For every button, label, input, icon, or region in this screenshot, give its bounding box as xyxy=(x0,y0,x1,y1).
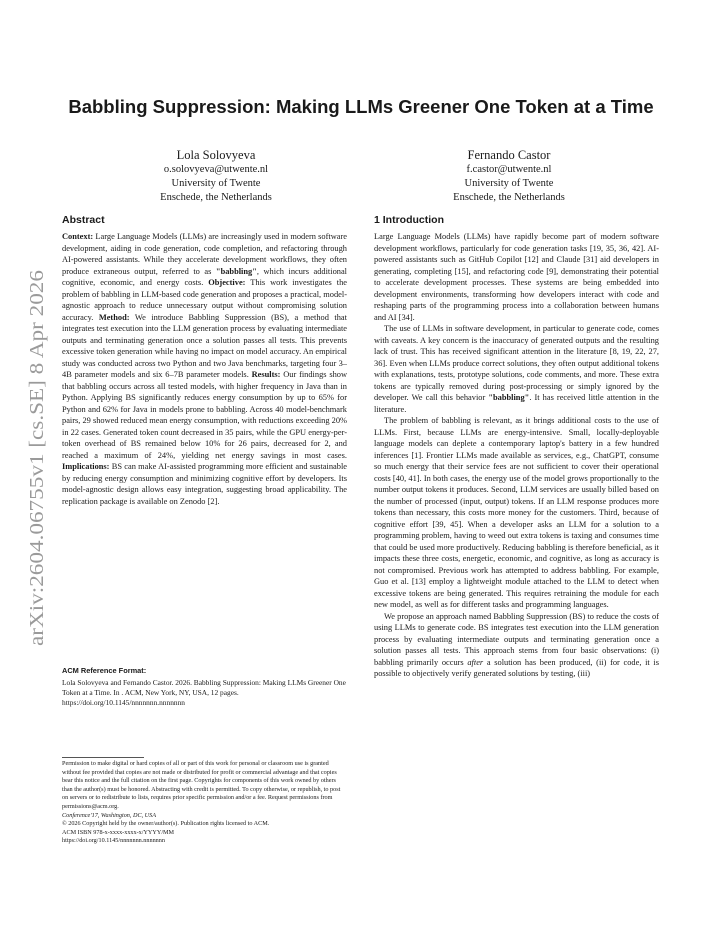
context-label: Context: xyxy=(62,232,94,241)
intro-paragraph-2 xyxy=(374,323,659,415)
author-block-1 xyxy=(96,148,336,204)
intro-p4-end: a solution has been produced, (ii) for code, it is possible to objectively verify generated solutions by testing, (iii) xyxy=(374,657,659,678)
abstract-section xyxy=(62,214,347,507)
arxiv-stamp-svg xyxy=(22,268,50,648)
method-label: Method: xyxy=(98,312,130,322)
author-affiliation: University of Twente xyxy=(171,177,261,189)
acm-reference-heading: ACM Reference Format: xyxy=(62,666,147,675)
paper-title: Babbling Suppression: Making LLMs Greener One Token at a Time xyxy=(68,96,654,117)
acm-reference-text: Lola Solovyeva and Fernando Castor. 2026. Babbling Suppression: Making LLMs Greener One Token at a Time. In . ACM, New York, NY, USA, 12 pages. https://doi.org/10.1145/nnnnnnn.nnnnnnn xyxy=(62,678,346,707)
implications-label: Implications: xyxy=(62,462,110,471)
results-text: Our findings show that babbling occurs across all tested models, with higher frequency in Java than in Python. Applying BS significantly reduces energy consumption by up to 65% for Python and 62% for Java in models prone to babbling. Across 40 model-benchmark pairs, 29 showed reduced mean energy consumption, with reductions exceeding 20% in 22 cases. Generated token count decreased in 35 pairs, while the GPU energy-per-token overhead of BS remained below 10% for 26 pairs, decreased for 2, and reached a maximum of 24%, yielding net energy savings in most cases. xyxy=(62,370,347,460)
intro-paragraph-4 xyxy=(374,611,659,680)
author-name: Lola Solovyeva xyxy=(176,148,256,162)
intro-p2-end: . It has received little attention in the literature. xyxy=(374,393,660,414)
arxiv-identifier-stamp xyxy=(22,268,50,648)
doi-line: https://doi.org/10.1145/nnnnnnn.nnnnnnn xyxy=(62,837,165,845)
objective-label: Objective: xyxy=(208,278,246,287)
intro-p2-text: The use of LLMs in software development, in particular to generate code, comes with caveats. A key concern is the inaccuracy of generated outputs and the resulting lack of trust. This has received significant attention in the literature [8, 19, 22, 27, 36]. Even when LLMs produce correct solutions, they often output additional tokens with explanations, tests, prototype solutions, code comments, and more. These extra tokens are typically removed during post-processing or simply ignored by the developer. We call this behavior xyxy=(374,324,659,402)
copyright-line: © 2026 Copyright held by the owner/author(s). Publication rights licensed to ACM. xyxy=(62,820,270,828)
intro-paragraph-3: The problem of babbling is relevant, as it brings additional costs to the use of LLMs. First, because LLMs are energy-intensive. Small, locally-deployable language models can deplete a contemporary laptop's battery in a few hundred inferences [1]. Frontier LLMs made available as services, e.g., ChatGPT, consume so much energy that their service fees are not sufficient to cover their operational costs [40, 41]. In both cases, the energy use of the model grows proportionally to the number output tokens it produces. Second, LLM services are usually billed based on the number of processed (input, output) tokens. If an LLM response produces more tokens than necessary, this costs more money for the customers. Third, because of cognitive effort [39, 45]. When a developer asks an LLM for a solution to a programming problem, having to weed out extra tokens is taxing and consumes time that could be used more productively. Reducing babbling is therefore beneficial, as it impacts these three costs, energetic, economic, and cognitive, as long as accuracy is not compromised. Previous work has attempted to address babbling. For example, Guo et al. [13] employ a lightweight module attached to the LLM to detect when excessive tokens are being generated. This requires retraining the module for each new model, as well as for different tasks and programming languages. xyxy=(374,416,659,609)
implications-text: BS can make AI-assisted programming more efficient and sustainable by reducing energy consumption and minimizing cognitive effort by developers. Its model-agnostic design allows easy integration, suggesting broad applicability. The replication package is available on Zenodo [2]. xyxy=(62,462,347,506)
intro-paragraph-1: Large Language Models (LLMs) have rapidly become part of modern software development workflows, particularly for code generation tasks [19, 35, 36, 42]. AI-powered assistants such as GitHub Copilot [12] and Claude [31] aid developers in generating, completing [15], and refactoring code [9], demonstrating their potential to accelerate development processes. These systems are being embedded into development environments, transforming how developers interact with code and reshaping parts of the programming process into a collaboration between humans and AI [34]. xyxy=(374,232,659,322)
author-block-2 xyxy=(389,148,629,204)
arxiv-stamp-text: arXiv:2604.06755v1 [cs.SE] 8 Apr 2026 xyxy=(26,313,48,646)
results-label: Results: xyxy=(251,370,281,379)
introduction-section xyxy=(374,214,659,680)
context-text: Large Language Models (LLMs) are increasingly used in modern software development, aiding in code generation, code completion, and refactoring through AI-powered assistants. While they accelerate development workflows, they often produce extraneous output, referred to as xyxy=(62,232,347,276)
author-email: f.castor@utwente.nl xyxy=(466,164,552,175)
conference-line: Conference'17, Washington, DC, USA xyxy=(62,811,157,819)
author-affiliation: University of Twente xyxy=(464,177,554,189)
intro-after-emphasis: after xyxy=(467,657,484,667)
copyright-footnote xyxy=(62,760,347,846)
isbn-line: ACM ISBN 978-x-xxxx-xxxx-x/YYYY/MM xyxy=(62,828,175,836)
introduction-heading: 1 Introduction xyxy=(374,214,444,226)
permission-notice: Permission to make digital or hard copies of all or part of this work for personal or classroom use is granted without fee provided that copies are not made or distributed for profit or commercial advantage and that copies bear this notice and the full citation on the first page. Copyrights for components of this work owned by others than the author(s) must be honored. Abstracting with credit is permitted. To copy otherwise, or republish, to post on servers or to redistribute to lists, requires prior specific permission and/or a fee. Request permissions from permissions@acm.org. xyxy=(62,760,341,810)
footnote-divider xyxy=(62,757,144,758)
babbling-term: "babbling" xyxy=(215,266,257,276)
method-text: We introduce Babbling Suppression (BS), a method that integrates test execution into the LLM generation process by evaluating intermediate outputs and terminating generation once a solution passes all tests. This prevents excessive token generation while having no impact on model accuracy. An empirical study was conducted across two Python and two Java benchmarks, targeting four 3–4B parameter models and six 6–7B parameter models. xyxy=(62,312,347,379)
abstract-heading: Abstract xyxy=(62,214,105,226)
author-location: Enschede, the Netherlands xyxy=(160,191,272,203)
abstract-paragraph xyxy=(62,231,347,507)
context-end-text: , which incurs additional cognitive, economic, and energy costs. xyxy=(62,266,347,287)
author-name: Fernando Castor xyxy=(467,148,551,162)
author-location: Enschede, the Netherlands xyxy=(453,191,565,203)
acm-reference-block xyxy=(62,666,347,708)
intro-p4-text: We propose an approach named Babbling Suppression (BS) to reduce the costs of using LLMs to generate code. BS integrates test execution into the LLM generation process by evaluating intermediate outputs and terminating generation once a solution passes all tests. This approach stems from four basic observations: (i) babbling primarily occurs xyxy=(374,611,659,667)
intro-babbling-term: "babbling" xyxy=(488,393,530,402)
objective-text: This work investigates the problem of babbling in LLM-based code generation and proposes a practical, model-agnostic approach to reduce unnecessary output without compromising solution accuracy. xyxy=(62,278,347,322)
author-email: o.solovyeva@utwente.nl xyxy=(163,164,269,175)
